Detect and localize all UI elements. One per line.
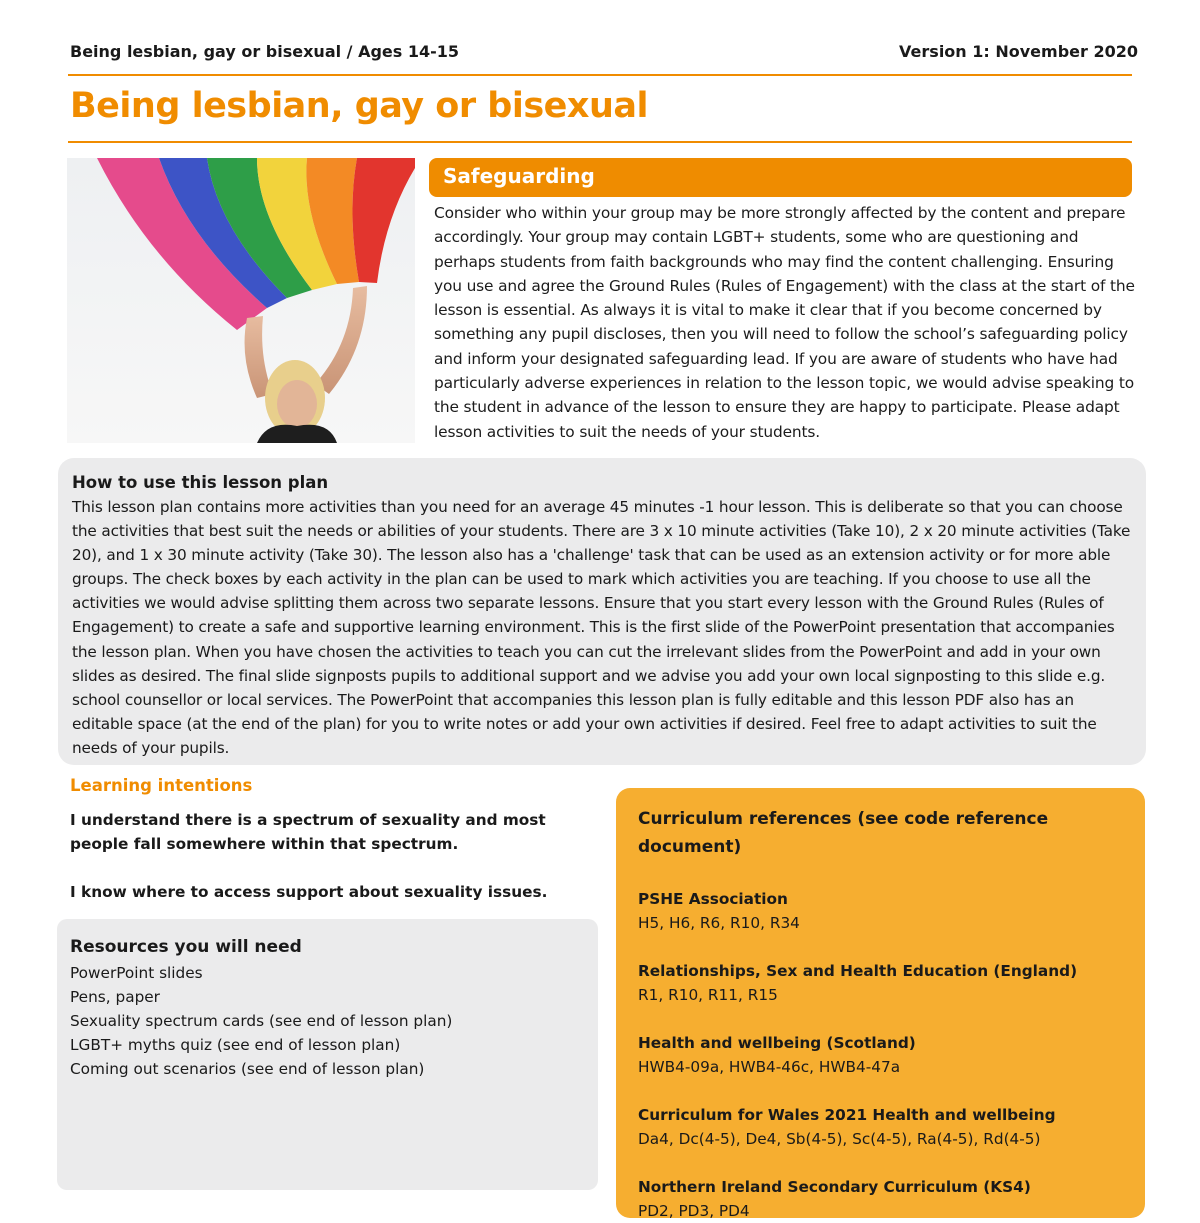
rainbow-flag-photo	[67, 158, 415, 443]
curriculum-section-codes: PD2, PD3, PD4	[638, 1202, 750, 1220]
resource-item: Pens, paper	[70, 988, 160, 1006]
how-to-use-text: This lesson plan contains more activities than you need for an average 45 minutes -1 hour lesson. This is deliberate so that you can choose the activities that best suit the needs or abilities of your students. There are 3 x 10 minute activities (Take 10), 2 x 20 minute activities (Take 20), and 1 x 30 minute activity (Take 30). The lesson also has a 'challenge' task that can be used as an extension activity or for more able groups. The check boxes by each activity in the plan can be used to mark which activities you are teaching. If you choose to use all the activities we would advise splitting them across two separate lessons. Ensure that you start every lesson with the Ground Rules (Rules of Engagement) to create a safe and supportive learning environment. This is the first slide of the PowerPoint presentation that accompanies the lesson plan. When you have chosen the activities to teach you can cut the irrelevant slides from the PowerPoint and add in your own slides as desired. The final slide signposts pupils to additional support and we advise you add your own local signposting to this slide e.g. school counsellor or local services. The PowerPoint that accompanies this lesson plan is fully editable and this lesson PDF also has an editable space (at the end of the plan) for you to write notes or add your own activities if desired. Feel free to adapt activities to suit the needs of your pupils.	[72, 498, 1131, 757]
resources-heading: Resources you will need	[70, 937, 302, 957]
header-version: Version 1: November 2020	[899, 42, 1138, 61]
curriculum-section-name: Health and wellbeing (Scotland)	[638, 1034, 916, 1052]
safeguarding-text: Consider who within your group may be more strongly affected by the content and prepare accordingly. Your group may contain LGBT+ students, some who are questioning and perhaps students from faith backgrounds who may find the content challenging. Ensuring you use and agree the Ground Rules (Rules of Engagement) with the class at the start of the lesson is essential. As always it is vital to make it clear that if you become concerned by something any pupil discloses, then you will need to follow the school’s safeguarding policy and inform your designated safeguarding lead. If you are aware of students who have had particularly adverse experiences in relation to the lesson topic, we would advise speaking to the student in advance of the lesson to ensure they are happy to participate. Please adapt lesson activities to suit the needs of your students.	[434, 204, 1135, 441]
resource-item: PowerPoint slides	[70, 964, 203, 982]
curriculum-heading: Curriculum references (see code reference document)	[638, 809, 1049, 857]
curriculum-section-name: Curriculum for Wales 2021 Health and wellbeing	[638, 1106, 1056, 1124]
resource-item: Sexuality spectrum cards (see end of lesson plan)	[70, 1012, 453, 1030]
resource-item: LGBT+ myths quiz (see end of lesson plan)	[70, 1036, 401, 1054]
curriculum-section-codes: H5, H6, R6, R10, R34	[638, 914, 800, 932]
learning-intention-item: I know where to access support about sexuality issues.	[70, 883, 548, 901]
how-to-use-panel	[58, 458, 1146, 765]
learning-intention-item: I understand there is a spectrum of sexuality and most people fall somewhere within that spectrum.	[70, 811, 546, 853]
safeguarding-heading: Safeguarding	[429, 158, 1132, 197]
header-topic: Being lesbian, gay or bisexual / Ages 14-15	[70, 42, 460, 61]
curriculum-section-codes: R1, R10, R11, R15	[638, 986, 778, 1004]
curriculum-section-wales	[638, 1103, 1123, 1151]
resource-item: Coming out scenarios (see end of lesson plan)	[70, 1060, 425, 1078]
curriculum-section-codes: HWB4-09a, HWB4-46c, HWB4-47a	[638, 1058, 901, 1076]
learning-intentions-heading: Learning intentions	[70, 776, 253, 795]
curriculum-section-northern-ireland	[638, 1175, 1123, 1223]
curriculum-panel	[616, 788, 1145, 1218]
curriculum-section-pshe	[638, 887, 1123, 935]
curriculum-section-codes: Da4, Dc(4-5), De4, Sb(4-5), Sc(4-5), Ra(4-5), Rd(4-5)	[638, 1130, 1041, 1148]
header-rule	[68, 74, 1132, 76]
curriculum-section-name: Northern Ireland Secondary Curriculum (KS4)	[638, 1178, 1031, 1196]
curriculum-section-name: Relationships, Sex and Health Education (England)	[638, 962, 1078, 980]
curriculum-section-rshe-england	[638, 959, 1123, 1007]
page-title: Being lesbian, gay or bisexual	[70, 86, 649, 126]
title-rule	[68, 141, 1132, 143]
resources-panel	[57, 919, 598, 1190]
how-to-use-heading: How to use this lesson plan	[72, 473, 329, 492]
curriculum-section-name: PSHE Association	[638, 890, 788, 908]
curriculum-section-scotland	[638, 1031, 1123, 1079]
